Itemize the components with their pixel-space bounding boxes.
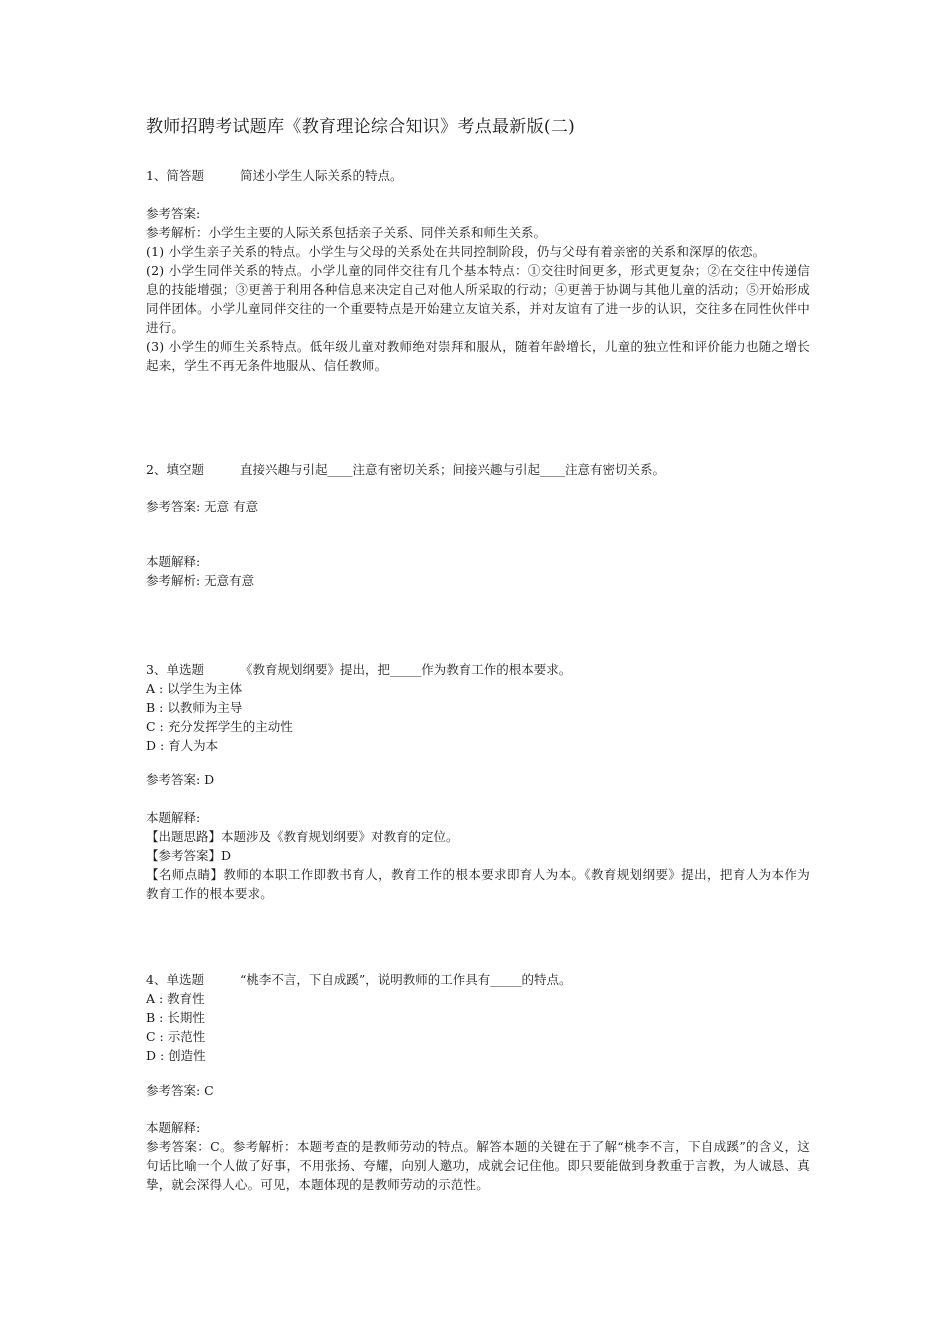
question-3-option-b: B : 以教师为主导 [146,700,243,715]
question-2 [146,460,810,479]
question-1-answer-block [146,204,810,375]
question-4-explanation [146,1118,810,1194]
question-3-stem: 《教育规划纲要》提出，把_____作为教育工作的根本要求。 [240,662,572,677]
question-4-header [146,970,810,989]
question-4-explain-label: 本题解释: [146,1120,201,1135]
question-1-analysis: 参考解析：小学生主要的人际关系包括亲子关系、同伴关系和师生关系。 [146,225,547,240]
question-3-explanation [146,808,810,903]
question-2-header [146,460,810,479]
question-2-explain-label: 本题解释: [146,554,201,569]
question-3-option-a: A : 以学生为主体 [146,681,243,696]
page-title: 教师招聘考试题库《教育理论综合知识》考点最新版(二) [146,117,576,137]
question-4-answer [146,1081,810,1100]
question-1-point-3: (3) 小学生的师生关系特点。低年级儿童对教师绝对崇拜和服从，随着年龄增长，儿童的独立性和评价能力也随之增长起来，学生不再无条件地服从、信任教师。 [146,339,810,373]
question-3-option-c: C : 充分发挥学生的主动性 [146,719,293,734]
question-3-type: 3、单选题 [146,662,204,677]
question-3-answer [146,770,810,789]
question-4-option-a: A : 教育性 [146,991,205,1006]
question-3-option-d: D : 育人为本 [146,738,219,753]
question-4-type: 4、单选题 [146,972,204,987]
question-4-stem: “桃李不言，下自成蹊”，说明教师的工作具有_____的特点。 [240,972,572,987]
question-1-point-1: (1) 小学生亲子关系的特点。小学生与父母的关系处在共同控制阶段，仍与父母有着亲密的关系和深厚的依恋。 [146,244,766,259]
question-3 [146,660,810,755]
question-1-point-2: (2) 小学生同伴关系的特点。小学儿童的同伴交往有几个基本特点：①交往时间更多，形式更复杂；②在交往中传递信息的技能增强；③更善于利用各种信息来决定自己对他人所采取的行动；④更善于协调与其他儿童的活动；⑤开始形成同伴团体。小学儿童同伴交往的一个重要特点是开始建立友谊关系，并对友谊有了进一步的认识，交往多在同性伙伴中进行。 [146,263,810,335]
question-1-answer-label: 参考答案: [146,206,201,221]
question-4-analysis: 参考答案：C。参考解析：本题考查的是教师劳动的特点。解答本题的关键在于了解“桃李不言，下自成蹊”的含义，这句话比喻一个人做了好事，不用张扬、夸耀，向别人邀功，成就会记住他。即只要能做到身教重于言教，为人诚恳、真挚，就会深得人心。可见，本题体现的是教师劳动的示范性。 [146,1139,810,1192]
question-3-answer-text: 参考答案: D [146,772,215,787]
question-3-header [146,660,810,679]
question-2-analysis: 参考解析: 无意有意 [146,573,255,588]
question-1-header [146,166,810,185]
question-1 [146,166,810,185]
question-4-option-b: B : 长期性 [146,1010,205,1025]
question-4-answer-text: 参考答案: C [146,1083,214,1098]
question-3-tip: 【名师点睛】教师的本职工作即教书育人，教育工作的根本要求即育人为本。《教育规划纲要》提出，把育人为本作为教育工作的根本要求。 [146,867,810,901]
question-3-explain-label: 本题解释: [146,810,201,825]
question-4 [146,970,810,1065]
question-1-type: 1、简答题 [146,168,204,183]
question-3-idea: 【出题思路】本题涉及《教育规划纲要》对教育的定位。 [146,829,459,844]
question-1-stem: 简述小学生人际关系的特点。 [240,168,403,183]
question-2-answer-text: 参考答案: 无意 有意 [146,499,259,514]
question-2-type: 2、填空题 [146,462,204,477]
question-2-stem: 直接兴趣与引起____注意有密切关系；间接兴趣与引起____注意有密切关系。 [240,462,666,477]
question-2-answer [146,497,810,516]
question-3-ref-answer: 【参考答案】D [146,848,232,863]
question-4-option-c: C : 示范性 [146,1029,206,1044]
question-2-explanation [146,552,810,590]
question-4-option-d: D : 创造性 [146,1048,206,1063]
